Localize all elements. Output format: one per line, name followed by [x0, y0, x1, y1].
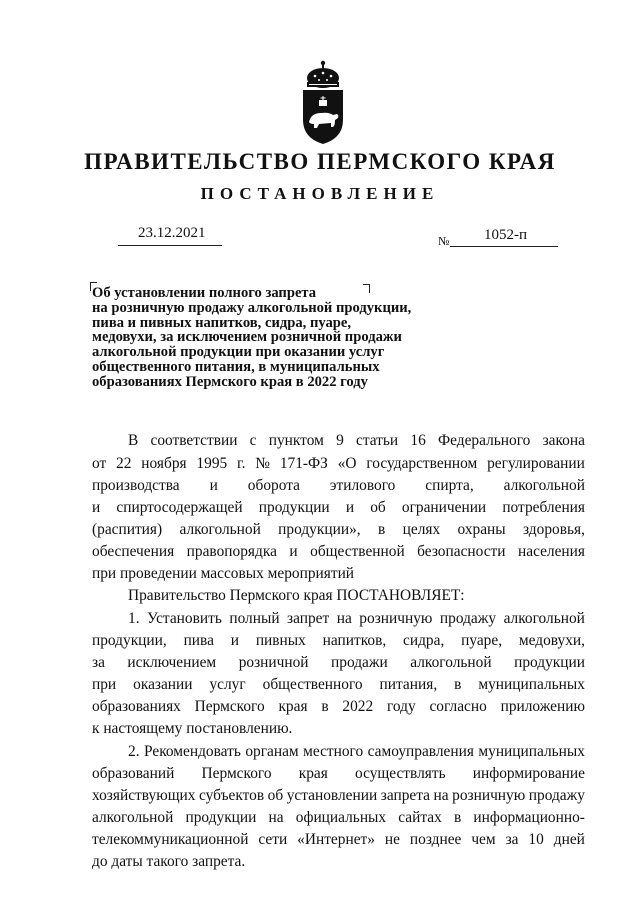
- body-line: до даты такого запрета.: [92, 853, 246, 870]
- body-word: продажу: [528, 787, 585, 804]
- body-word: Пермского: [201, 765, 272, 782]
- body-word: этилового: [329, 477, 396, 494]
- body-word: и: [92, 499, 101, 516]
- body-word: «О: [337, 455, 357, 472]
- body-word: и: [345, 499, 355, 516]
- body-word: (распития): [92, 521, 163, 538]
- body-word: об: [267, 787, 284, 804]
- body-word: установлении: [286, 787, 378, 804]
- body-word: правопорядка: [186, 543, 277, 560]
- body-word: охраны: [457, 521, 506, 538]
- body-word: 16: [410, 432, 426, 449]
- body-line: [92, 454, 585, 473]
- body-word: от: [92, 455, 107, 472]
- body-word: образований: [92, 765, 175, 782]
- body-word: за: [505, 831, 519, 848]
- body-word: 171-ФЗ: [279, 455, 328, 472]
- body-word: муниципальных: [478, 743, 585, 760]
- body-word: 2022: [342, 698, 374, 715]
- body-line: [92, 498, 585, 517]
- organization-title: ПРАВИТЕЛЬСТВО ПЕРМСКОГО КРАЯ: [84, 149, 556, 174]
- body-word: пунктом: [268, 432, 324, 449]
- body-word: субъектов: [199, 787, 265, 804]
- body-word: розничной: [238, 654, 309, 671]
- body-word: и: [289, 543, 298, 560]
- body-word: образованиях: [92, 698, 181, 715]
- body-word: с: [249, 432, 257, 449]
- body-word: исключением: [127, 654, 217, 671]
- body-line: [92, 830, 585, 849]
- body-word: приложению: [500, 698, 585, 715]
- body-line: [92, 631, 585, 650]
- body-word: производства: [92, 477, 180, 494]
- document-date: 23.12.2021: [138, 225, 206, 241]
- body-word: обеспечения: [92, 543, 175, 560]
- body-line: [92, 675, 585, 694]
- body-line: [92, 609, 585, 628]
- body-word: телекоммуникационной: [92, 831, 249, 848]
- body-line: [92, 653, 585, 672]
- body-word: алкогольной: [179, 521, 261, 538]
- body-word: 10: [528, 831, 544, 848]
- body-word: пивных: [255, 632, 306, 649]
- body-word: на: [268, 809, 284, 826]
- subject-line: пива и пивных напитков, сидра, пуаре,: [92, 314, 352, 331]
- body-word: В: [128, 432, 139, 449]
- subject-line: медовухи, за исключением розничной продажи: [92, 329, 402, 346]
- body-word: в: [321, 698, 329, 715]
- body-word: безопасности: [417, 543, 506, 560]
- body-word: информирование: [472, 765, 585, 782]
- body-word: закона: [542, 432, 585, 449]
- body-word: чем: [471, 831, 496, 848]
- body-word: продукции: [258, 499, 330, 516]
- body-word: продукции: [514, 654, 585, 671]
- body-word: потребления: [502, 499, 585, 516]
- body-word: муниципальных: [478, 676, 585, 693]
- body-word: органам: [245, 743, 299, 760]
- subject-line: Об установлении полного запрета: [92, 285, 317, 301]
- body-word: дней: [553, 831, 585, 848]
- body-word: края: [278, 698, 308, 715]
- body-word: края: [298, 765, 328, 782]
- body-word: в: [453, 809, 462, 826]
- body-word: 9: [336, 432, 344, 449]
- body-word: продукции: [185, 809, 257, 826]
- document-type: ПОСТАНОВЛЕНИЕ: [200, 184, 440, 203]
- body-word: оборота: [247, 477, 300, 494]
- body-word: медовухи,: [518, 632, 585, 649]
- body-word: регулировании: [487, 455, 585, 472]
- body-word: продукции»,: [278, 521, 361, 538]
- body-line: [92, 764, 585, 783]
- body-word: сидра,: [403, 632, 445, 649]
- body-word: об: [370, 499, 386, 516]
- body-word: здоровья,: [523, 521, 585, 538]
- body-word: 1.: [128, 610, 140, 627]
- body-word: и: [230, 632, 239, 649]
- body-line: [92, 520, 585, 539]
- body-word: напитков,: [322, 632, 387, 649]
- body-line: [92, 476, 585, 495]
- body-word: 1995: [196, 455, 228, 472]
- body-word: хозяйствующих: [92, 787, 196, 804]
- body-word: Установить: [147, 610, 222, 627]
- body-line: [92, 431, 585, 450]
- body-word: продажу: [439, 610, 497, 627]
- body-word: №: [255, 455, 270, 472]
- body-word: розничную: [452, 787, 526, 804]
- subject-line: алкогольной продукции при оказании услуг: [92, 344, 385, 361]
- body-word: сети: [258, 831, 288, 848]
- body-word: целях: [402, 521, 441, 538]
- body-word: полный: [229, 610, 280, 627]
- body-word: официальных: [295, 809, 387, 826]
- body-word: при: [92, 676, 117, 693]
- body-line: [92, 808, 585, 827]
- body-word: местного: [303, 743, 364, 760]
- body-word: запрет: [287, 610, 330, 627]
- body-word: году: [386, 698, 416, 715]
- body-word: 2.: [128, 743, 140, 760]
- body-word: ноября: [141, 455, 187, 472]
- subject-line: общественного питания, в муниципальных: [92, 358, 380, 375]
- body-line: [92, 542, 585, 561]
- body-word: алкогольной: [410, 654, 492, 671]
- body-line: к настоящему постановлению.: [92, 720, 293, 737]
- body-word: спирта,: [425, 477, 474, 494]
- body-word: общественной: [310, 543, 405, 560]
- coat-of-arms-icon: [295, 58, 351, 146]
- body-word: алкогольной: [503, 610, 585, 627]
- body-word: осуществлять: [355, 765, 446, 782]
- body-word: ограничении: [401, 499, 487, 516]
- subject-line: образованиях Пермского края в 2022 году: [92, 373, 368, 390]
- body-word: населения: [518, 543, 585, 560]
- body-word: в: [454, 676, 462, 693]
- body-word: и: [209, 477, 218, 494]
- body-word: розничную: [359, 610, 433, 627]
- body-word: пуаре,: [461, 632, 503, 649]
- body-word: алкогольной: [92, 809, 174, 826]
- body-word: согласно: [429, 698, 487, 715]
- subject-line: на розничную продажу алкогольной продукции,: [92, 299, 412, 316]
- body-word: за: [92, 654, 105, 671]
- number-sign: №: [438, 234, 450, 248]
- body-word: соответствии: [150, 432, 238, 449]
- body-word: позднее: [409, 831, 462, 848]
- body-word: Пермского: [194, 698, 265, 715]
- body-word: оказании: [133, 676, 193, 693]
- body-line: [92, 742, 585, 761]
- body-word: не: [384, 831, 400, 848]
- body-word: продажи: [331, 654, 388, 671]
- body-word: информационно-: [473, 809, 585, 826]
- body-word: Рекомендовать: [144, 743, 241, 760]
- number-underline: [450, 246, 558, 247]
- body-word: статьи: [355, 432, 399, 449]
- body-word: на: [433, 787, 449, 804]
- body-line: [92, 697, 585, 716]
- body-line: Правительство Пермского края ПОСТАНОВЛЯЕТ:: [128, 587, 465, 604]
- body-word: питания,: [379, 676, 438, 693]
- body-word: услуг: [209, 676, 246, 693]
- body-word: пива: [183, 632, 214, 649]
- body-word: запрета: [380, 787, 430, 804]
- body-word: Федерального: [437, 432, 531, 449]
- body-word: 22: [116, 455, 132, 472]
- date-underline: [118, 245, 222, 246]
- body-word: «Интернет»: [297, 831, 375, 848]
- body-word: общественного: [262, 676, 363, 693]
- body-word: г.: [237, 455, 246, 472]
- body-word: самоуправления: [367, 743, 474, 760]
- document-subject: [92, 286, 452, 390]
- body-word: сайтах: [398, 809, 442, 826]
- document-number: 1052-п: [484, 227, 528, 243]
- body-line: [92, 786, 585, 805]
- body-word: продукции,: [92, 632, 167, 649]
- body-word: на: [336, 610, 352, 627]
- body-line: при проведении массовых мероприятий: [92, 565, 355, 582]
- body-word: спиртосодержащей: [116, 499, 243, 516]
- body-word: алкогольной: [503, 477, 585, 494]
- body-word: в: [377, 521, 386, 538]
- body-word: государственном: [366, 455, 478, 472]
